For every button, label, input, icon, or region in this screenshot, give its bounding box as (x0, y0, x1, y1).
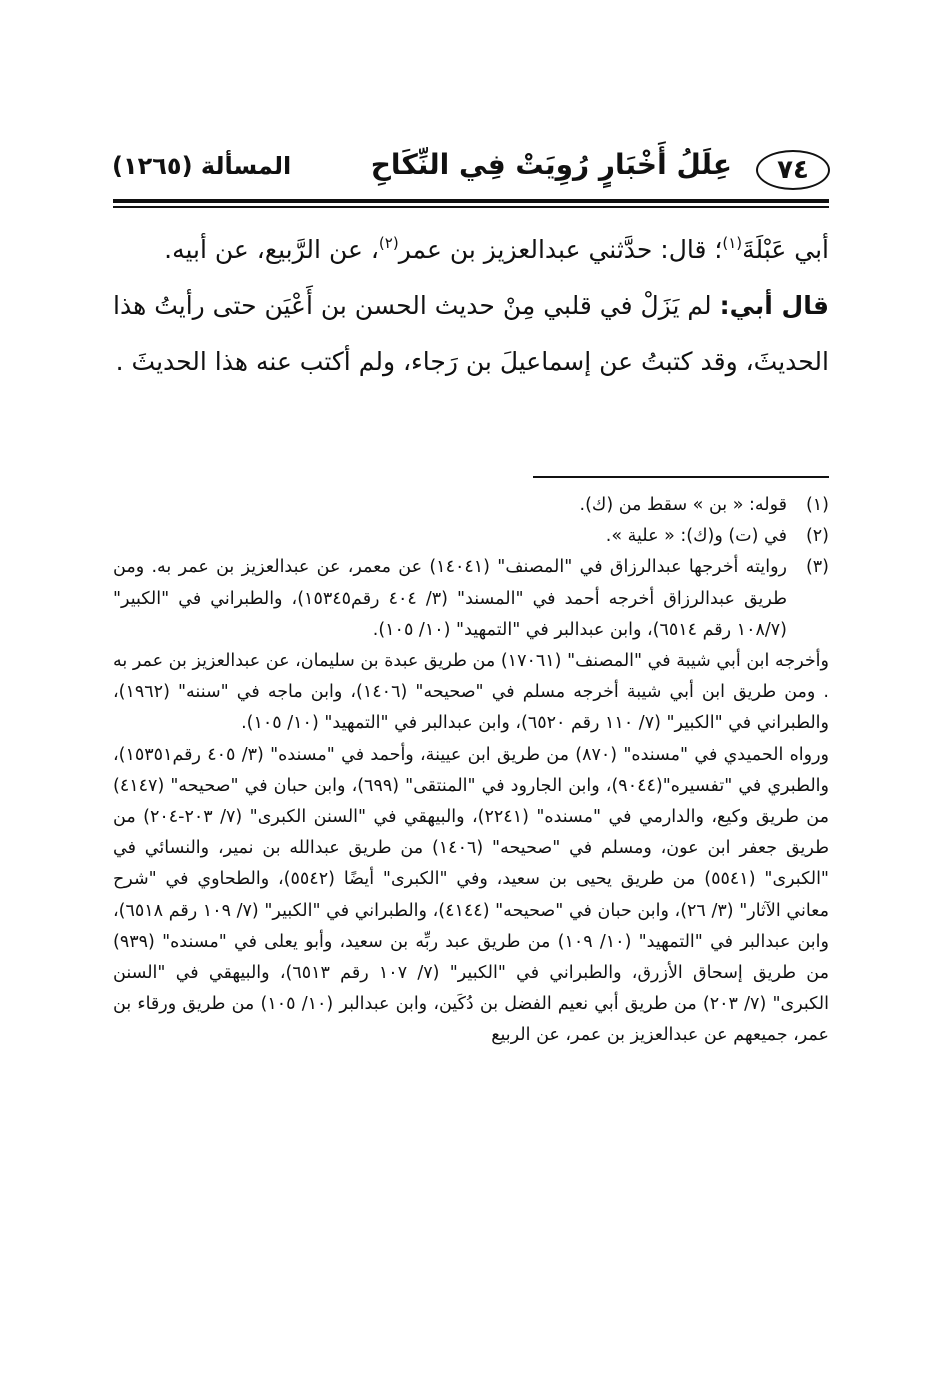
main-paragraph-1 (113, 222, 829, 278)
main-text-segment: ، عن الرَّبيع، عن أبيه. (164, 235, 379, 264)
main-text (113, 222, 829, 390)
footnote-paragraph: ورواه الحميدي في "مسنده" (٨٧٠) من طريق ابن عيينة، وأحمد في "مسنده" (٣/ ٤٠٥ رقم١٥٣٥١)، والطبري في "تفسيره"(٩٠٤٤)، وابن الجارود في "المنتقى" (٦٩٩)، وابن حبان في "صحيحه" (٤١٤٧) من طريق وكيع، والدارمي في "مسنده" (٢٢٤١)، والبيهقي في "السنن الكبرى" (٧/ ٢٠٣-٢٠٤) من طريق جعفر ابن عون، ومسلم في "صحيحه" (١٤٠٦) من طريق عبدالله بن نمير، والنسائي في "الكبرى" (٥٥٤١) من طريق يحيى بن سعيد، وفي "الكبرى" أيضًا (٥٥٤٢)، والطحاوي في "شرح معاني الآثار" (٣/ ٢٦)، وابن حبان في "صحيحه" (٤١٤٤)، والطبراني في "الكبير" (٧/ ١٠٩ رقم ٦٥١٨)، وابن عبدالبر في "التمهيد" (١٠/ ١٠٩) من طريق عبد ربِّه بن سعيد، وأبو يعلى في "مسنده" (٩٣٩) من طريق إسحاق الأزرق، والطبراني في "الكبير" (٧/ ١٠٧ رقم ٦٥١٣)، والبيهقي في "السنن الكبرى" (٧/ ٢٠٣) من طريق أبي نعيم الفضل بن دُكَين، وابن عبدالبر (١٠/ ١٠٥) من طريق ورقاء بن عمر، جميعهم عن عبدالعزيز بن عمر، عن الربيع (113, 744, 830, 1046)
footnote-ref-1[interactable]: (١) (722, 234, 743, 252)
footnote-paragraph: وأخرجه ابن أبي شيبة في "المصنف" (١٧٠٦١) من طريق عبدة بن سليمان، عن عبدالعزيز بن عمر به . ومن طريق ابن أبي شيبة أخرجه مسلم في "صحيحه" (١٤٠٦)، وابن ماجه في "سننه" (١٩٦٢)، والطبراني في "الكبير" (٧/ ١١٠ رقم ٦٥٢٠)، وابن عبدالبر في "التمهيد" (١٠/ ١٠٥). (113, 651, 829, 734)
footnote-1 (113, 490, 829, 521)
footnote-ref-2[interactable]: (٢) (378, 234, 399, 252)
main-paragraph-2 (113, 278, 829, 390)
header-rule-thin (113, 206, 829, 208)
main-text-segment: لم يَزَلْ في قلبي مِنْ حديث الحسن بن أَعْيَن حتى رأيتُ هذا الحديثَ، وقد كتبتُ عن إسماعيلَ بن رَجاء، ولم أكتب عنه هذا الحديثَ . (113, 291, 829, 376)
footnote-3 (113, 552, 829, 646)
footnote-text: روايته أخرجها عبدالرزاق في "المصنف" (١٤٠٤١) عن معمر، عن عبدالعزيز بن عمر به. ومن طريق عبدالرزاق أخرجه أحمد في "المسند" (٣/ ٤٠٤ رقم١٥٣٤٥)، والطبراني في "الكبير" (١٠٨/٧ رقم ٦٥١٤)، وابن عبدالبر في "التمهيد" (١٠/ ١٠٥). (113, 557, 787, 640)
footnote-2 (113, 521, 829, 552)
footnote-number: (٢) (805, 526, 829, 547)
book-title: عِلَلُ أَخْبَارٍ رُوِيَتْ فِي النِّكَاحِ (370, 148, 732, 181)
footnote-number: (١) (805, 495, 829, 515)
page-header (110, 138, 830, 200)
page-number: ٧٤ (756, 150, 830, 190)
footnotes (113, 490, 829, 1052)
footnote-separator (533, 476, 829, 478)
speaker-label: قال أبي: (719, 291, 829, 320)
footnote-number: (٣) (805, 557, 829, 578)
main-text-segment: ؛ قال: حدَّثني عبدالعزيز بن عمر (398, 235, 723, 264)
footnote-text: قوله: « بن » سقط من (ك). (579, 495, 787, 515)
question-label: المسألة (١٢٦٥) (112, 152, 292, 180)
main-text-segment: أبي عَبْلَةَ (742, 235, 829, 264)
header-rule-thick (113, 199, 829, 203)
footnote-text: في (ت) و(ك): « علية ». (605, 526, 787, 547)
